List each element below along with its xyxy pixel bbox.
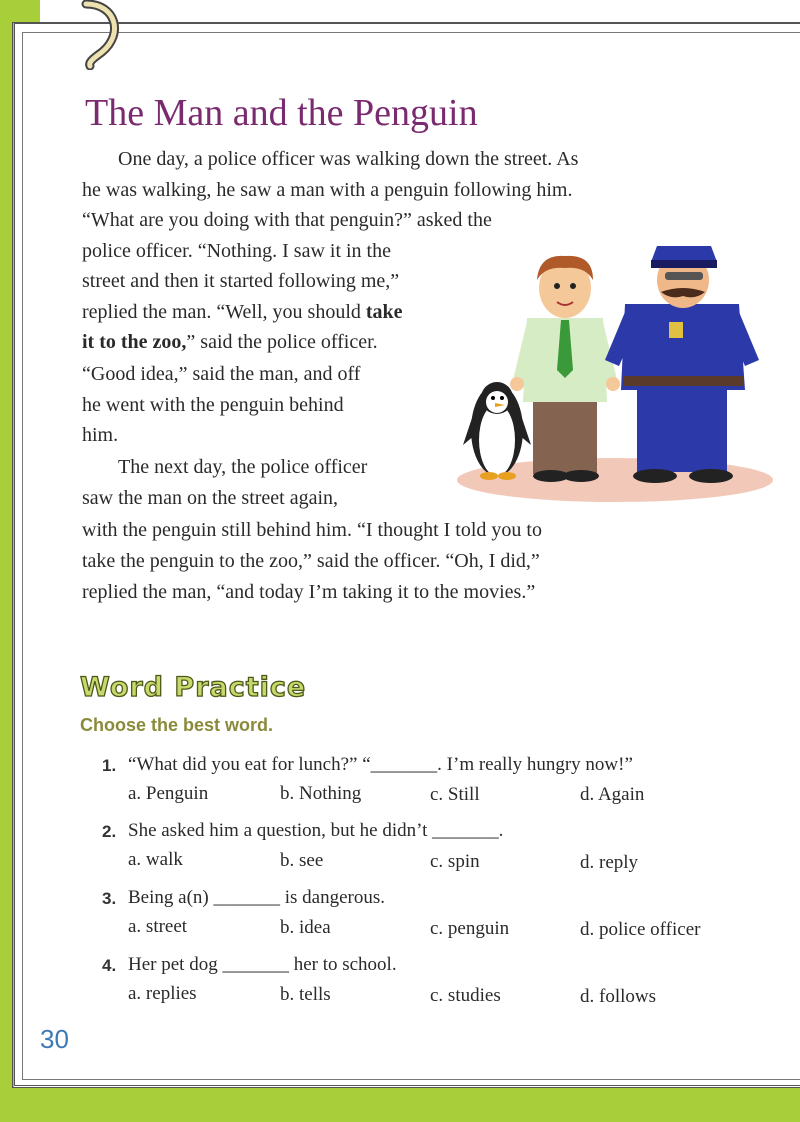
story-line: police officer. “Nothing. I saw it in the <box>82 240 391 262</box>
story-line: him. <box>82 424 119 446</box>
question-number: 1. <box>102 756 117 775</box>
question-text: “What did you eat for lunch?” “_______. I’m really hungry now!” <box>128 754 633 775</box>
question-text: Her pet dog _______ her to school. <box>128 954 397 975</box>
answer-option[interactable]: a. Penguin <box>128 783 209 804</box>
answer-option[interactable]: d. reply <box>580 852 639 873</box>
answer-option[interactable]: c. studies <box>430 985 501 1006</box>
answer-option[interactable]: d. Again <box>580 784 645 805</box>
question-text: Being a(n) _______ is dangerous. <box>128 887 385 908</box>
story-line: One day, a police officer was walking down the street. As <box>118 148 579 170</box>
man-icon <box>510 256 620 482</box>
story-line: “What are you doing with that penguin?” asked the <box>82 209 492 231</box>
answer-option[interactable]: c. spin <box>430 851 480 872</box>
answer-option[interactable]: b. Nothing <box>280 783 362 804</box>
story-line: saw the man on the street again, <box>82 487 339 509</box>
story-line: replied the man. “Well, you should take <box>82 301 403 323</box>
story-line: The next day, the police officer <box>118 456 368 478</box>
word-practice-heading: Word Practice <box>80 672 307 703</box>
question-text: She asked him a question, but he didn’t _______. <box>128 820 504 841</box>
story-line: “Good idea,” said the man, and off <box>82 363 361 385</box>
answer-option[interactable]: c. penguin <box>430 918 510 939</box>
question-number: 4. <box>102 956 117 975</box>
bold-phrase: take <box>365 301 403 323</box>
page-number: 30 <box>40 1024 69 1054</box>
bottom-green-border <box>0 1088 800 1122</box>
police-officer-icon <box>605 246 759 483</box>
story-line: take the penguin to the zoo,” said the officer. “Oh, I did,” <box>82 550 540 572</box>
answer-option[interactable]: a. replies <box>128 983 197 1004</box>
man-officer-penguin-illustration <box>455 240 775 508</box>
story-line: it to the zoo,” said the police officer. <box>82 331 378 353</box>
story-line: street and then it started following me,” <box>82 270 400 292</box>
story-line: replied the man, “and today I’m taking it to the movies.” <box>82 581 536 603</box>
question-number: 2. <box>102 822 117 841</box>
top-green-corner <box>0 0 40 22</box>
answer-option[interactable]: b. tells <box>280 984 331 1005</box>
answer-option[interactable]: d. follows <box>580 986 656 1007</box>
answer-option[interactable]: d. police officer <box>580 919 701 940</box>
word-practice-instruction: Choose the best word. <box>80 715 274 735</box>
story-line: he was walking, he saw a man with a penguin following him. <box>82 179 573 201</box>
story-line: with the penguin still behind him. “I thought I told you to <box>82 519 542 541</box>
binder-ring-icon <box>78 0 132 70</box>
question-number: 3. <box>102 889 117 908</box>
story-title: The Man and the Penguin <box>85 92 478 134</box>
answer-option[interactable]: a. walk <box>128 849 183 870</box>
story-line: he went with the penguin behind <box>82 394 344 416</box>
bold-phrase: it to the zoo, <box>82 331 187 353</box>
answer-option[interactable]: c. Still <box>430 784 480 805</box>
answer-option[interactable]: b. idea <box>280 917 331 938</box>
answer-option[interactable]: a. street <box>128 916 188 937</box>
answer-option[interactable]: b. see <box>280 850 324 871</box>
